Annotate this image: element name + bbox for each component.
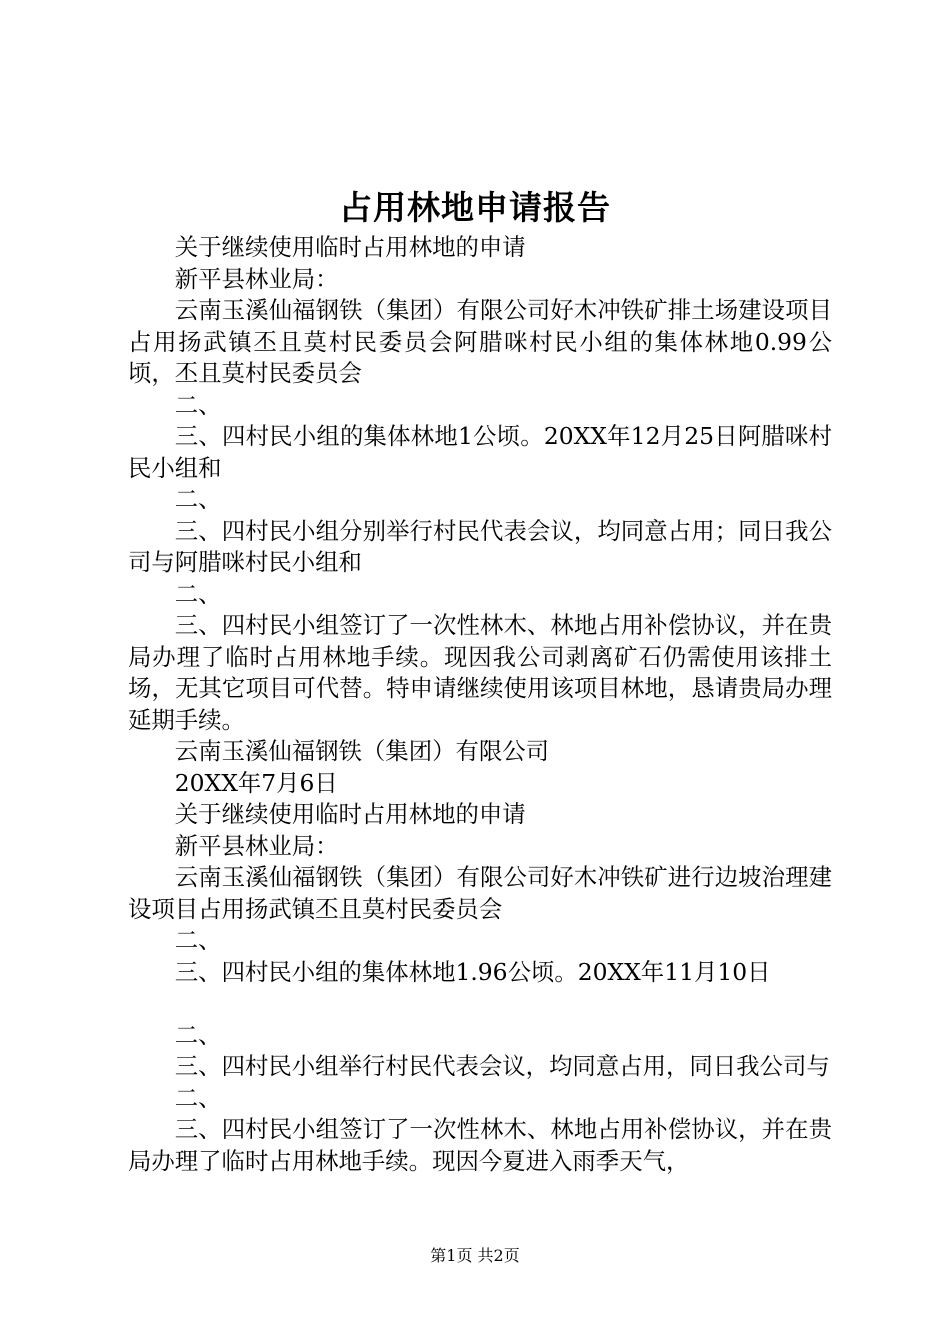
paragraph: 二、	[174, 1020, 222, 1049]
paragraph: 新平县林业局：	[174, 264, 339, 293]
document-body	[128, 232, 832, 1177]
signature-date: 20XX年7月6日	[174, 768, 338, 797]
paragraph: 关于继续使用临时占用林地的申请	[174, 233, 526, 261]
paragraph: 三、四村民小组举行村民代表会议，均同意占用，同日我公司与	[174, 1052, 830, 1080]
paragraph: 三、四村民小组分别举行村民代表会议，均同意占用；同日我公司与阿腊咪村民小组和	[128, 516, 832, 576]
paragraph: 云南玉溪仙福钢铁（集团）有限公司好木冲铁矿排土场建设项目占用扬武镇丕且莫村民委员会阿腊咪村民小组的集体林地0.99公顷，丕且莫村民委员会	[128, 296, 832, 387]
paragraph: 二、	[174, 579, 222, 608]
paragraph: 新平县林业局：	[174, 831, 339, 860]
page-number-footer: 第1页 共2页	[430, 1246, 520, 1265]
paragraph: 云南玉溪仙福钢铁（集团）有限公司好木冲铁矿进行边坡治理建设项目占用扬武镇丕且莫村民委员会	[128, 863, 832, 923]
paragraph: 三、四村民小组的集体林地1.96公顷。20XX年11月10日	[174, 957, 771, 986]
paragraph: 二、	[174, 390, 222, 419]
paragraph: 三、四村民小组签订了一次性林木、林地占用补偿协议，并在贵局办理了临时占用林地手续。现因我公司剥离矿石仍需使用该排土场，无其它项目可代替。特申请继续使用该项目林地，恳请贵局办理延期手续。	[128, 611, 832, 734]
paragraph: 关于继续使用临时占用林地的申请	[174, 800, 526, 828]
paragraph: 二、	[174, 926, 222, 954]
paragraph: 三、四村民小组的集体林地1公顷。20XX年12月25日阿腊咪村民小组和	[128, 422, 832, 482]
paragraph: 二、	[174, 485, 222, 513]
signature-company: 云南玉溪仙福钢铁（集团）有限公司	[174, 737, 550, 765]
paragraph: 二、	[174, 1083, 222, 1112]
paragraph: 三、四村民小组签订了一次性林木、林地占用补偿协议，并在贵局办理了临时占用林地手续。现因今夏进入雨季天气，	[128, 1115, 832, 1175]
document-title: 占用林地申请报告	[339, 188, 611, 227]
